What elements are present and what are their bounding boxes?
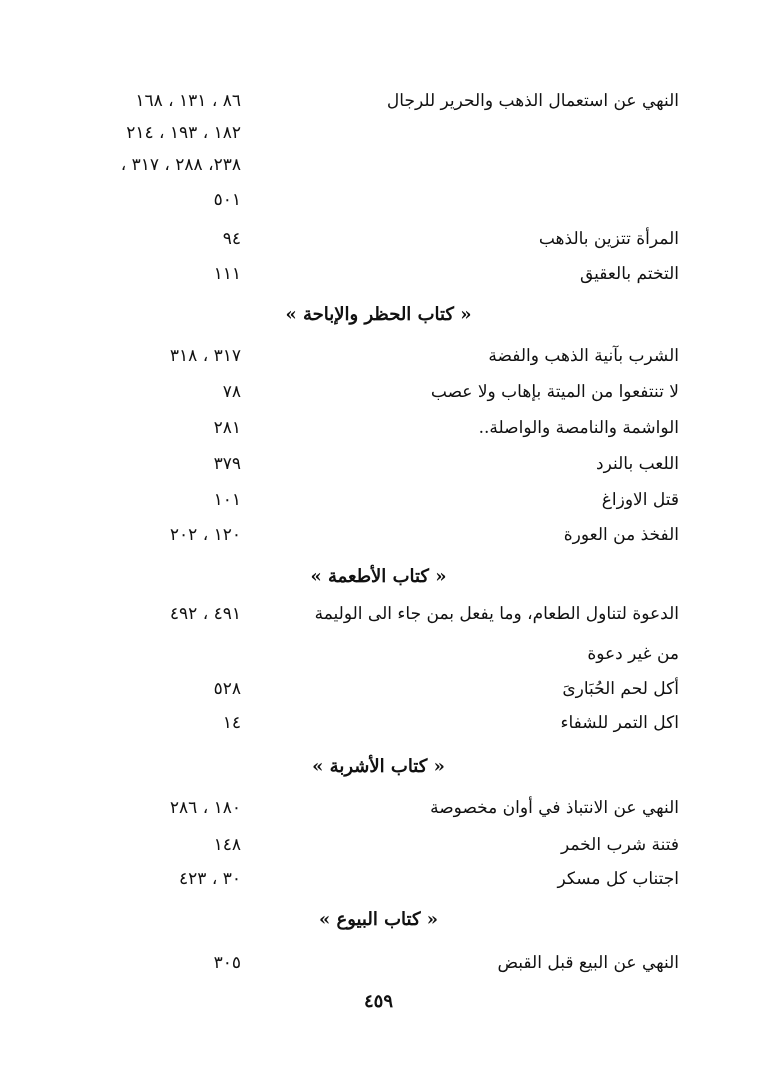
index-row — [0, 148, 757, 182]
entry-topic: الشرب بآنية الذهب والفضة — [488, 346, 679, 366]
index-row — [0, 257, 757, 291]
index-row — [0, 375, 757, 409]
section-heading: « كتاب الأطعمة » — [310, 566, 447, 587]
entry-pages: ٣٠ ، ٤٢٣ — [179, 869, 241, 889]
entry-pages: ١٤٨ — [213, 835, 241, 855]
entry-topic: اللعب بالنرد — [596, 454, 679, 474]
entry-topic: أكل لحم الحُبَارىَ — [562, 679, 679, 699]
entry-pages: ٨٦ ، ١٣١ ، ١٦٨ — [135, 91, 241, 111]
entry-pages: ٤٩١ ، ٤٩٢ — [169, 604, 241, 624]
entry-pages: ١٠١ — [213, 490, 241, 510]
page-number: ٤٥٩ — [363, 991, 393, 1012]
entry-topic: النهي عن البيع قبل القبض — [497, 953, 679, 973]
index-row — [0, 791, 757, 825]
index-row — [0, 672, 757, 706]
index-row — [0, 597, 757, 631]
index-row — [0, 222, 757, 256]
index-row — [0, 447, 757, 481]
entry-topic: التختم بالعقيق — [579, 264, 679, 284]
index-row — [0, 411, 757, 445]
index-row — [0, 706, 757, 740]
entry-pages: ١٢٠ ، ٢٠٢ — [169, 525, 241, 545]
entry-pages: ١٨٢ ، ١٩٣ ، ٢١٤ — [126, 123, 241, 143]
entry-pages: ٥٢٨ — [213, 679, 241, 699]
entry-pages: ٩٤ — [222, 229, 241, 249]
index-row — [0, 116, 757, 150]
section-heading: « كتاب الحظر والإباحة » — [285, 304, 472, 325]
entry-topic: فتنة شرب الخمر — [560, 835, 679, 855]
entry-topic: الدعوة لتناول الطعام، وما يفعل بمن جاء الى الوليمة — [314, 604, 679, 624]
entry-pages: ١١١ — [213, 264, 241, 284]
entry-pages: ٢٨١ — [213, 418, 241, 438]
entry-topic: لا تنتفعوا من الميتة بإهاب ولا عصب — [430, 382, 679, 402]
index-row — [0, 637, 757, 671]
index-row — [0, 483, 757, 517]
entry-pages: ٥٠١ — [213, 190, 241, 210]
entry-pages: ١٤ — [222, 713, 241, 733]
entry-topic: النهي عن الانتباذ في أوان مخصوصة — [430, 798, 679, 818]
entry-topic: المرأة تتزين بالذهب — [538, 229, 679, 249]
index-row — [0, 828, 757, 862]
index-row — [0, 946, 757, 980]
entry-pages: ٣٠٥ — [213, 953, 241, 973]
section-heading: « كتاب البيوع » — [318, 909, 439, 930]
entry-pages: ٢٣٨، ٢٨٨ ، ٣١٧ ، — [120, 155, 241, 175]
index-row — [0, 183, 757, 217]
index-row — [0, 518, 757, 552]
entry-pages: ٧٨ — [222, 382, 241, 402]
entry-topic: الواشمة والنامصة والواصلة.. — [478, 418, 679, 438]
entry-topic: الفخذ من العورة — [563, 525, 679, 545]
entry-topic: اكل التمر للشفاء — [560, 713, 679, 733]
index-row — [0, 339, 757, 373]
entry-topic: النهي عن استعمال الذهب والحرير للرجال — [386, 91, 679, 111]
entry-pages: ١٨٠ ، ٢٨٦ — [169, 798, 241, 818]
index-row — [0, 862, 757, 896]
section-heading: « كتاب الأشربة » — [312, 756, 445, 777]
index-row — [0, 84, 757, 118]
entry-pages: ٣٧٩ — [213, 454, 241, 474]
entry-pages: ٣١٧ ، ٣١٨ — [169, 346, 241, 366]
entry-topic: من غير دعوة — [587, 644, 679, 664]
entry-topic: قتل الاوزاغ — [601, 490, 679, 510]
entry-topic: اجتناب كل مسكر — [557, 869, 679, 889]
